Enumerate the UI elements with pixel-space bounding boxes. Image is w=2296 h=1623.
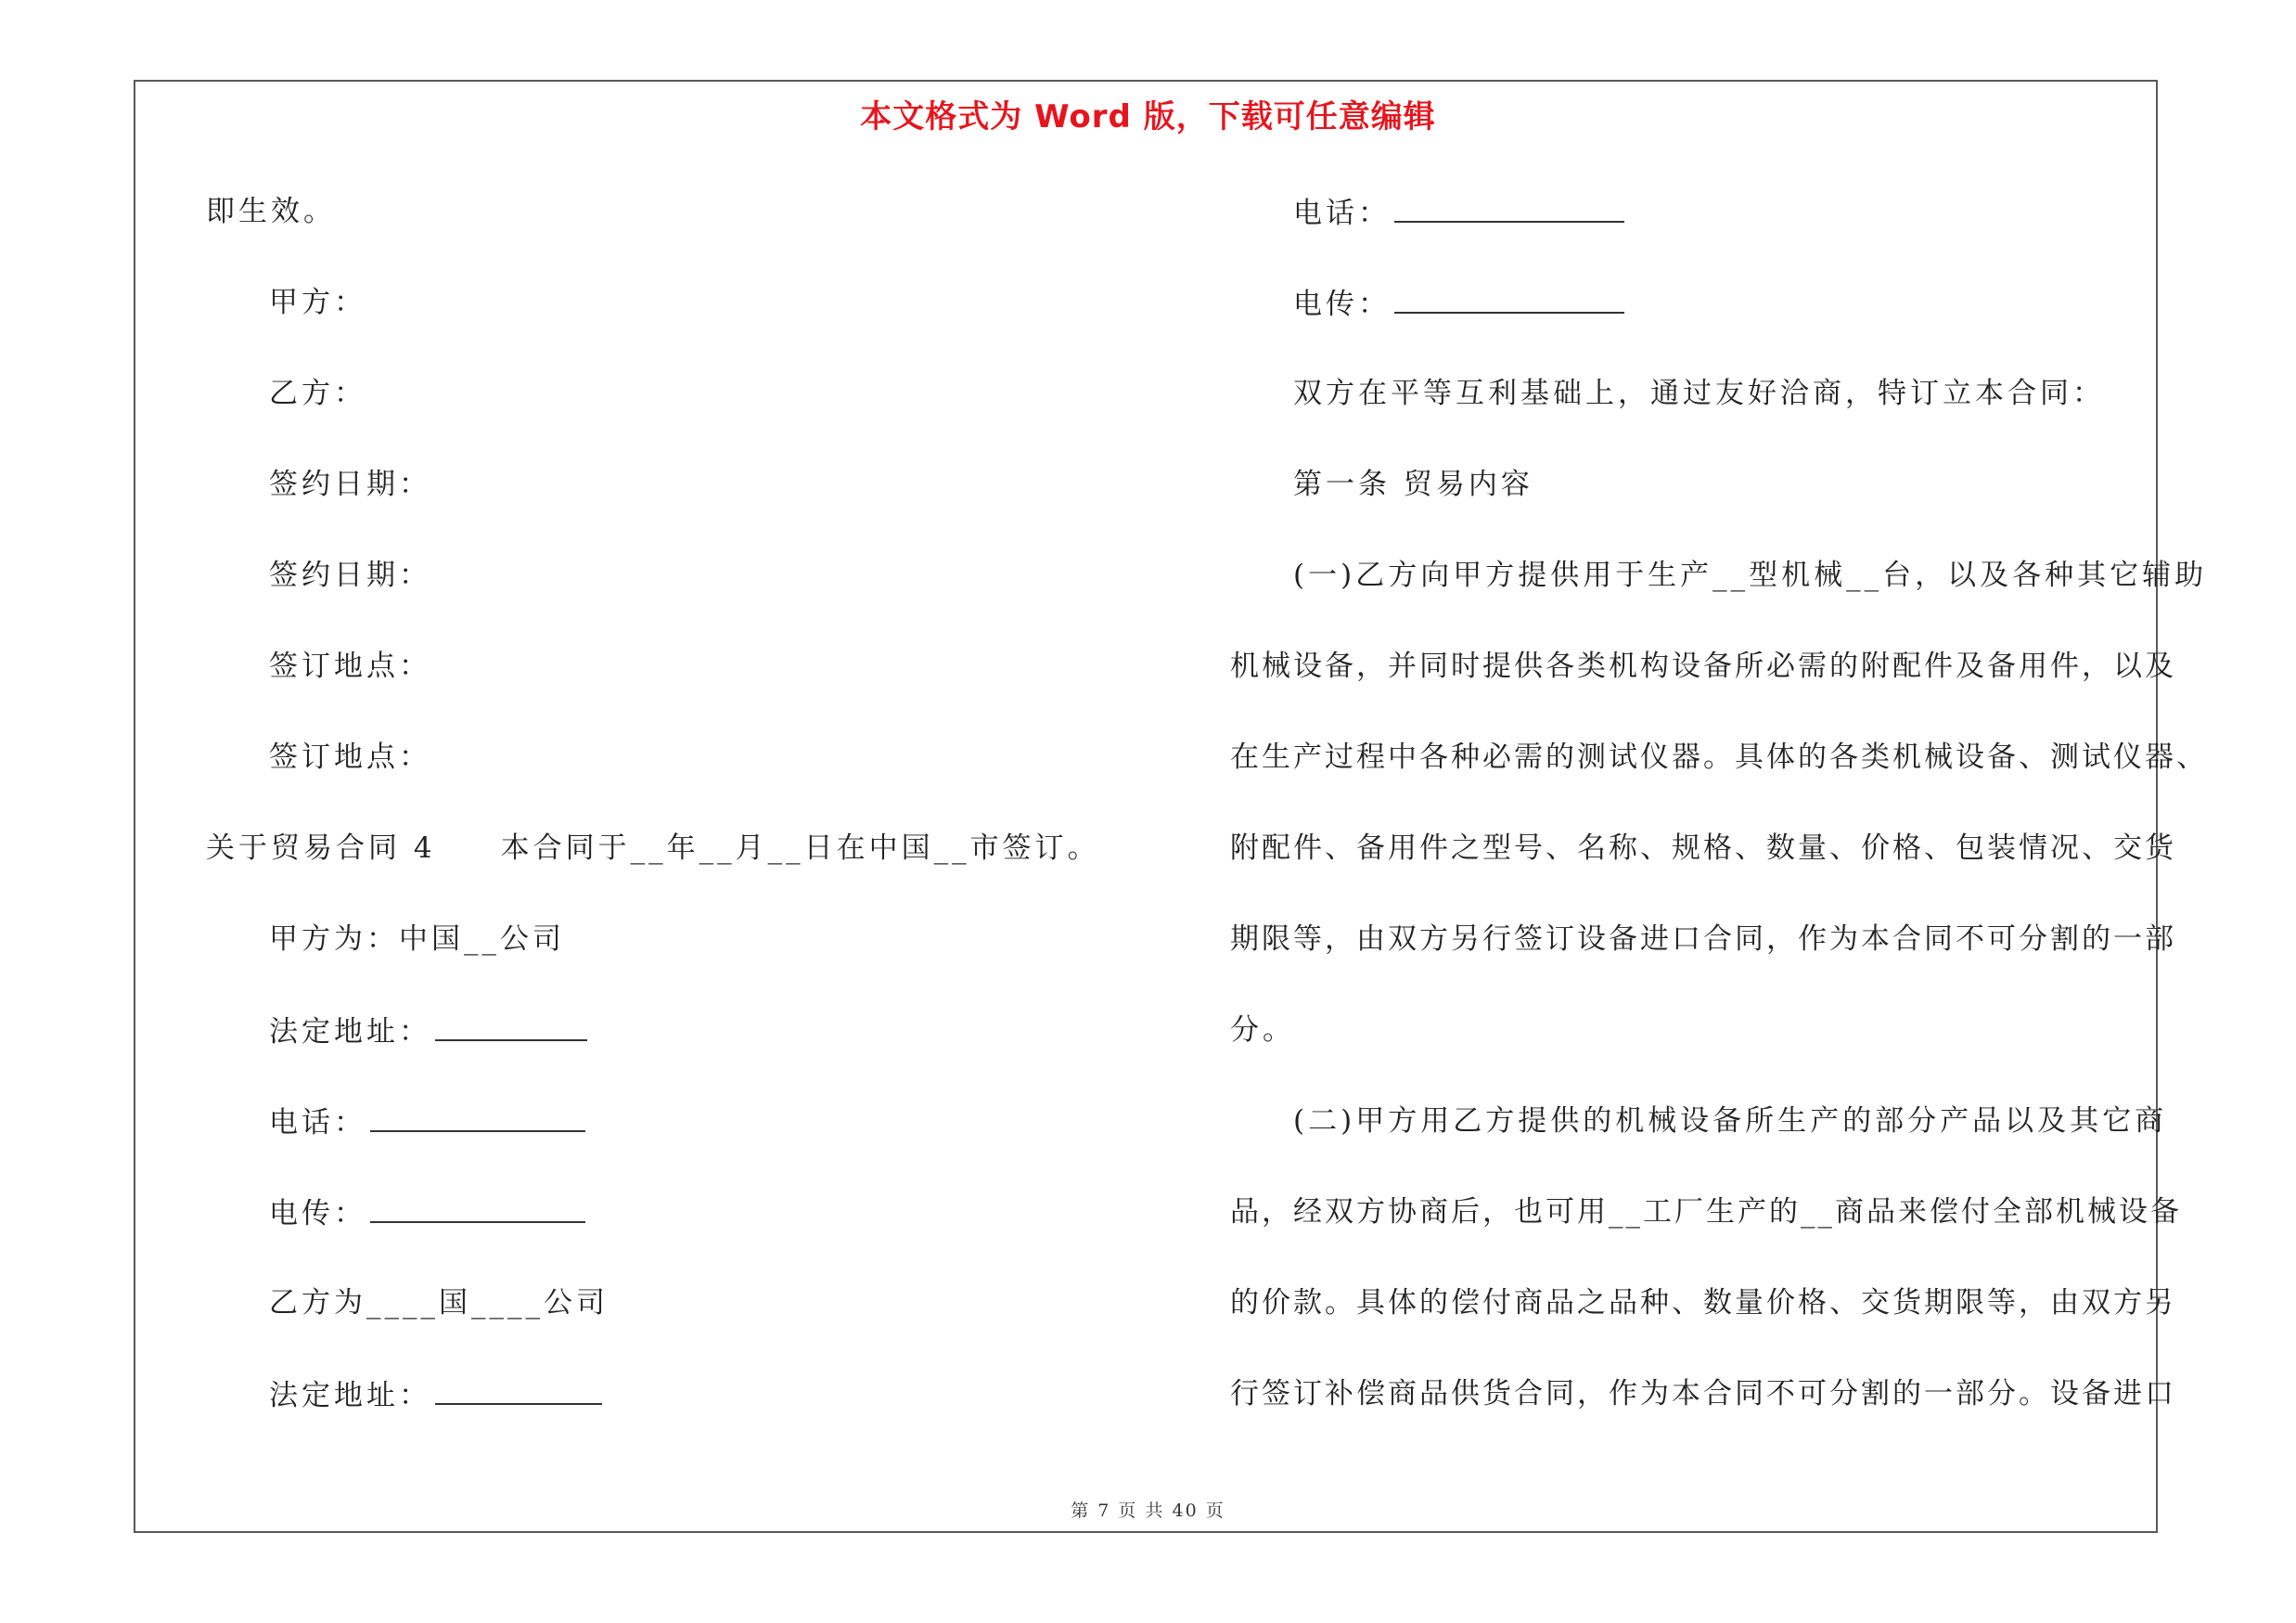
address-label: 法定地址： [269, 1379, 431, 1412]
address-blank [435, 1375, 602, 1405]
party-a-label: 甲方： [269, 286, 366, 319]
party-b-label: 乙方： [269, 377, 366, 410]
preamble-text: 双方在平等互利基础上，通过友好洽商，特订立本合同： [1293, 377, 2105, 410]
clause-text: 在生产过程中各种必需的测试仪器。具体的各类机械设备、测试仪器、 [1230, 741, 2208, 774]
contract-heading-line [206, 830, 1100, 867]
signing-place-label: 签订地点： [269, 650, 431, 683]
party-a-name: 甲方为：中国__公司 [269, 922, 565, 956]
article-heading: 第一条 贸易内容 [1293, 468, 1533, 501]
contract-title: 关于贸易合同 4 [206, 831, 436, 865]
signing-place-label: 签订地点： [269, 741, 431, 774]
phone-blank [1394, 193, 1624, 223]
phone-blank [370, 1102, 585, 1132]
clause-text: 附配件、备用件之型号、名称、规格、数量、价格、包装情况、交货 [1230, 831, 2176, 865]
signing-date-label: 签约日期： [269, 559, 431, 592]
clause-text: 的价款。具体的偿付商品之品种、数量价格、交货期限等，由双方另 [1230, 1286, 2176, 1320]
contract-intro: 本合同于__年__月__日在中国__市签订。 [500, 831, 1100, 865]
telex-blank [1394, 284, 1624, 314]
page-number-footer: 第 7 页 共 40 页 [1071, 1501, 1225, 1521]
telex-label: 电传： [1293, 288, 1391, 321]
clause-text: 期限等，由双方另行签订设备进口合同，作为本合同不可分割的一部 [1230, 922, 2176, 956]
clause-text: 分。 [1230, 1013, 1295, 1047]
clause-text: (二)甲方用乙方提供的机械设备所生产的部分产品以及其它商 [1293, 1104, 2168, 1138]
telex-label: 电传： [269, 1197, 366, 1230]
word-format-banner: 本文格式为 Word 版，下载可任意编辑 [860, 98, 1436, 135]
telex-line [206, 1193, 585, 1232]
address-line [206, 1011, 587, 1050]
phone-label: 电话： [269, 1106, 366, 1140]
party-b-name: 乙方为____国____公司 [269, 1286, 609, 1320]
clause-text: 品，经双方协商后，也可用__工厂生产的__商品来偿付全部机械设备 [1230, 1195, 2182, 1229]
phone-line [206, 1102, 585, 1141]
telex-blank [370, 1193, 585, 1223]
address-line [206, 1375, 602, 1414]
clause-text: 行签订补偿商品供货合同，作为本合同不可分割的一部分。设备进口 [1230, 1377, 2176, 1410]
clause-text: 机械设备，并同时提供各类机构设备所必需的附配件及备用件，以及 [1230, 650, 2176, 683]
phone-label: 电话： [1293, 197, 1391, 230]
clause-text: (一)乙方向甲方提供用于生产__型机械__台，以及各种其它辅助 [1293, 559, 2208, 592]
address-label: 法定地址： [269, 1015, 431, 1049]
signing-date-label: 签约日期： [269, 468, 431, 501]
telex-line [1230, 284, 1624, 323]
phone-line [1230, 193, 1624, 232]
address-blank [435, 1011, 587, 1041]
text-line: 即生效。 [206, 195, 336, 228]
